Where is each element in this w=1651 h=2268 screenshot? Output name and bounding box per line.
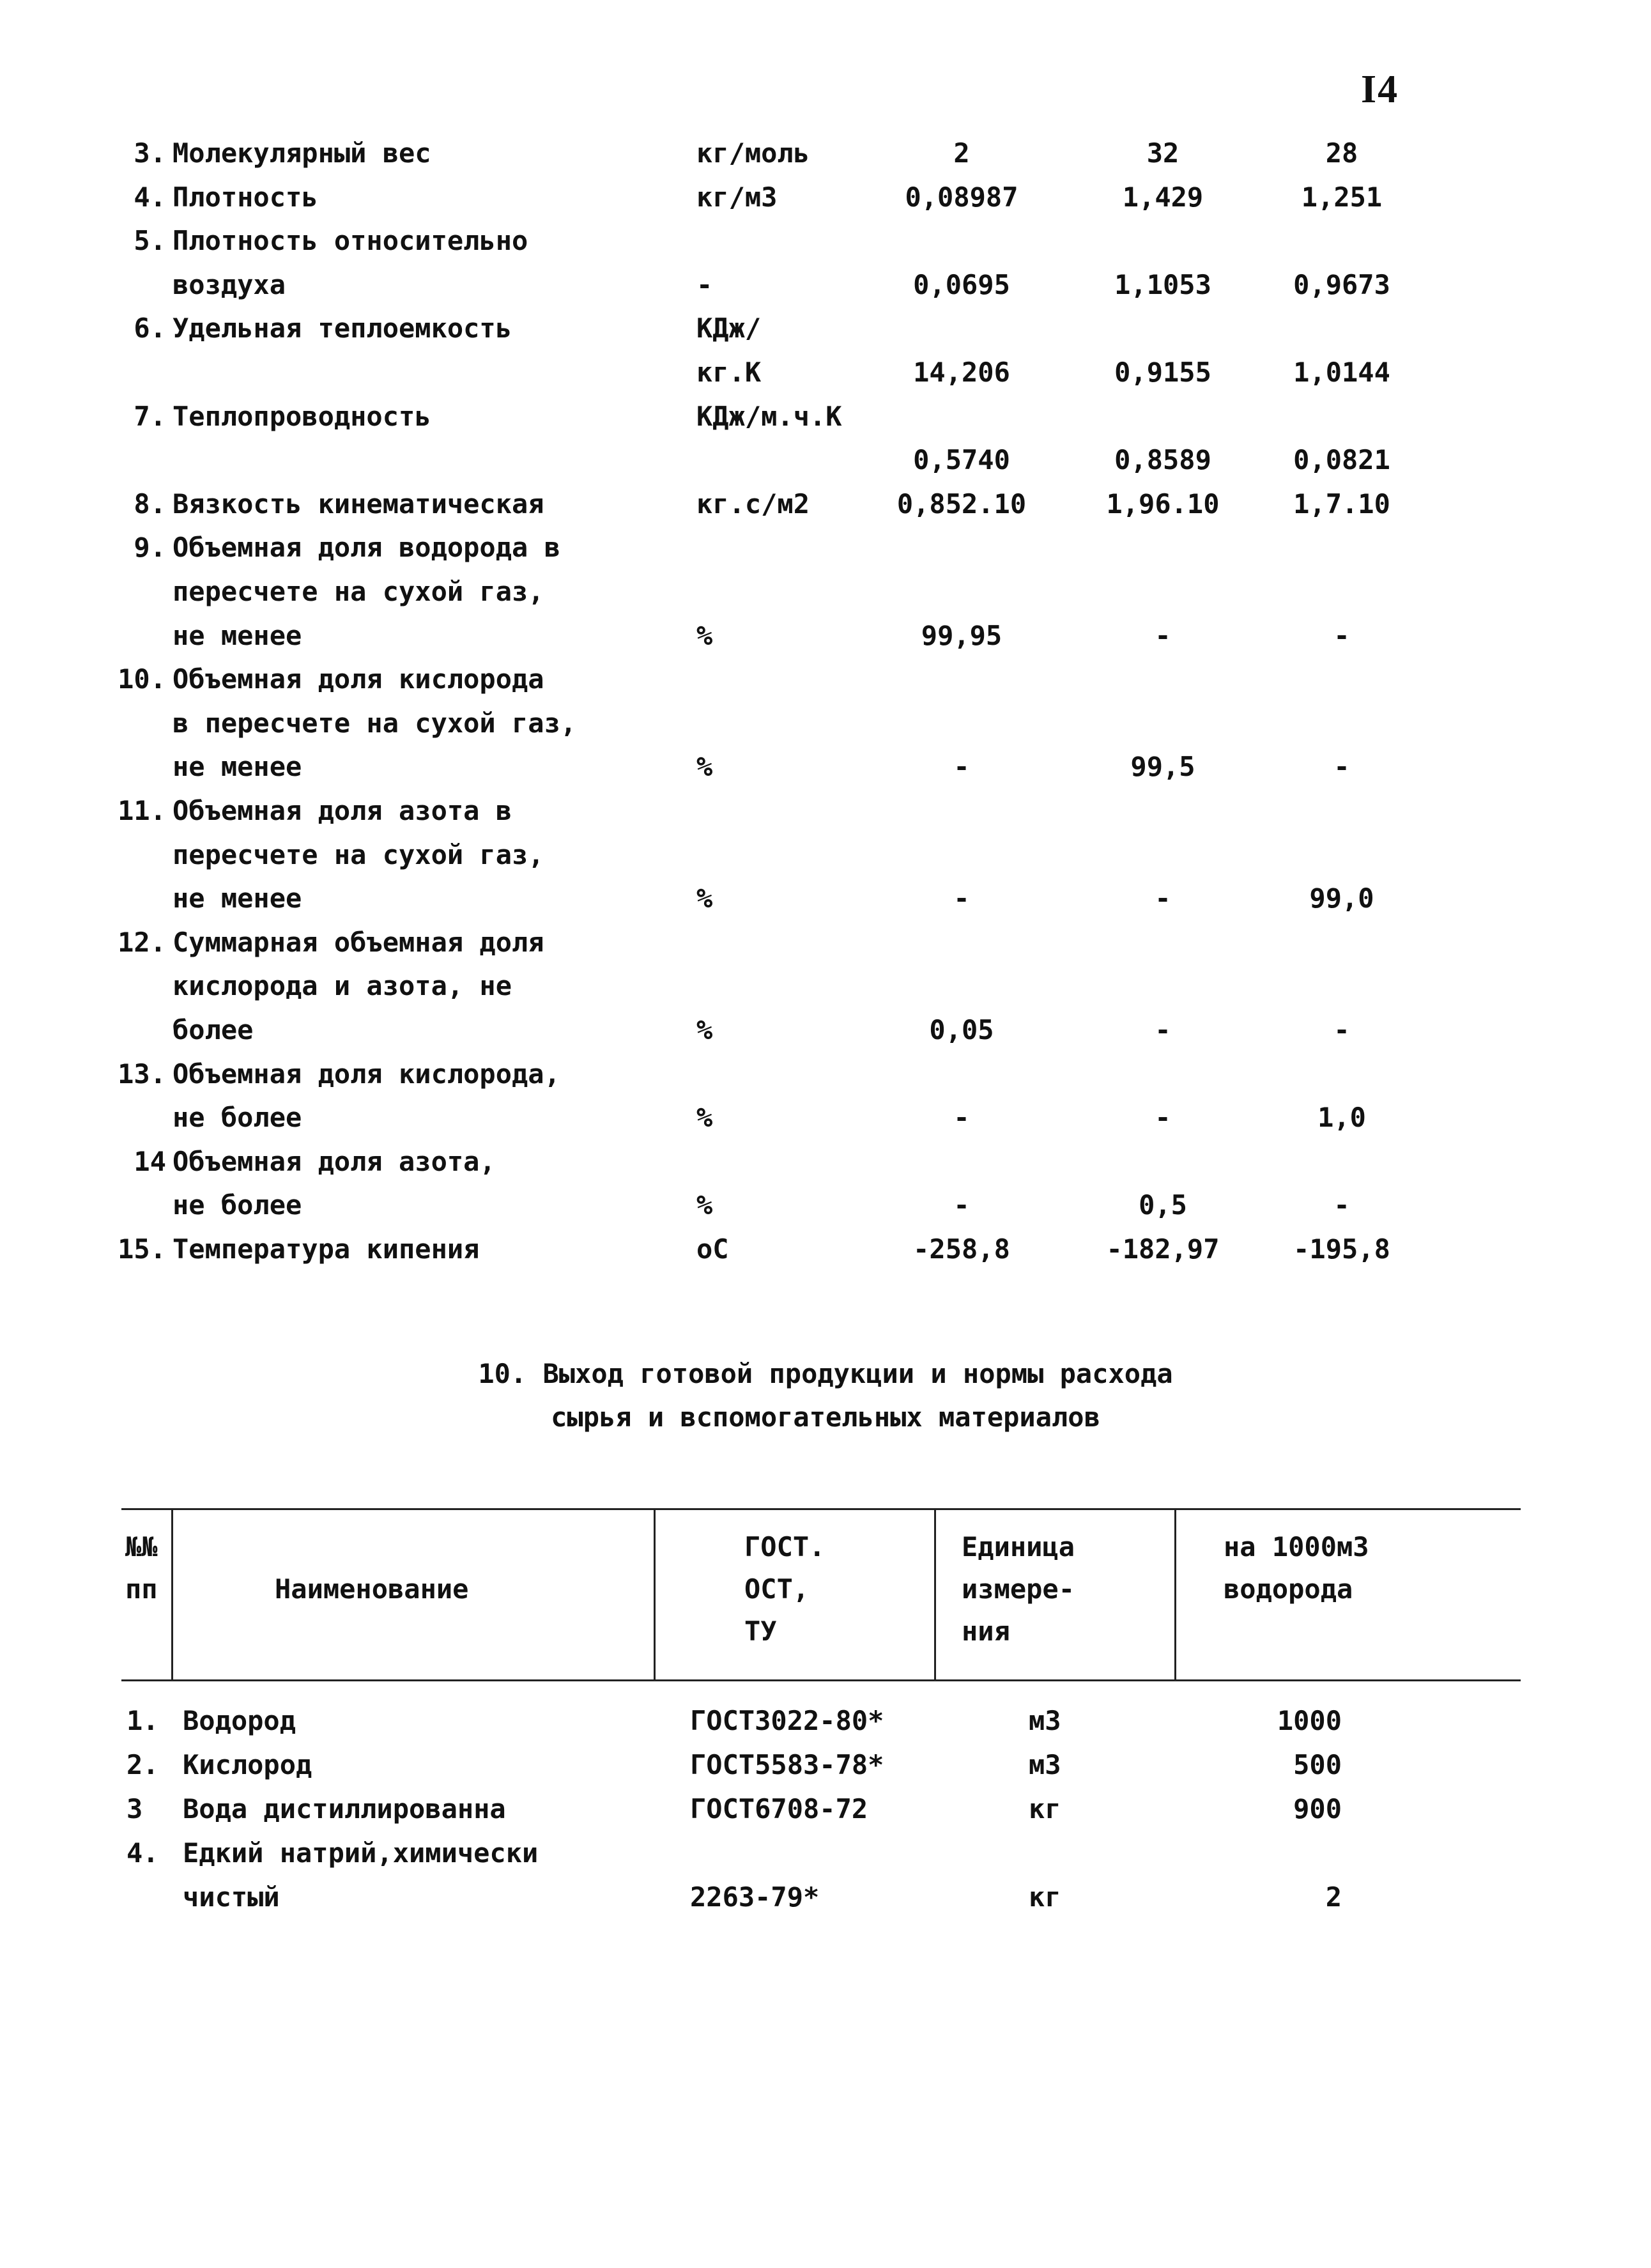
property-value-oxygen: 0,8589 — [1114, 444, 1211, 476]
property-name: более — [173, 1014, 254, 1045]
property-value-hydrogen: 14,206 — [913, 357, 1010, 388]
property-value-hydrogen: - — [953, 1189, 970, 1221]
row-name: Кислород — [183, 1749, 312, 1780]
property-value-oxygen: 1,96.10 — [1106, 488, 1220, 520]
property-row — [0, 181, 1651, 225]
property-value-hydrogen: 0,05 — [929, 1014, 994, 1045]
header-unit-line1: Единица — [962, 1531, 1075, 1562]
row-value: 900 — [1293, 1793, 1342, 1824]
property-value-hydrogen: 2 — [953, 137, 970, 169]
row-name: Водород — [183, 1705, 296, 1736]
property-value-hydrogen: -258,8 — [913, 1233, 1010, 1265]
property-name: в пересчете на сухой газ, — [173, 707, 577, 739]
row-gost: ГОСТ6708-72 — [690, 1793, 868, 1824]
property-value-hydrogen: - — [953, 1102, 970, 1134]
property-name: Плотность относительно — [173, 225, 528, 257]
property-value-nitrogen: - — [1333, 619, 1350, 651]
property-row — [0, 225, 1651, 268]
property-value-oxygen: 1,1053 — [1114, 268, 1211, 300]
property-name: Вязкость кинематическая — [173, 488, 544, 520]
property-unit: оС — [696, 1233, 729, 1265]
property-number: 10. — [118, 663, 166, 695]
property-value-oxygen: 32 — [1146, 137, 1179, 169]
property-row — [0, 1233, 1651, 1277]
property-number: 7. — [134, 400, 166, 432]
row-unit: м3 — [1029, 1749, 1061, 1780]
property-value-nitrogen: 28 — [1325, 137, 1358, 169]
property-value-oxygen: 0,5 — [1139, 1189, 1187, 1221]
row-value: 1000 — [1277, 1705, 1342, 1736]
property-value-oxygen: - — [1155, 1014, 1171, 1045]
property-row — [0, 751, 1651, 794]
property-row — [0, 488, 1651, 532]
property-unit: % — [696, 883, 713, 914]
property-value-hydrogen: 0,5740 — [913, 444, 1010, 476]
table-row — [0, 1705, 1651, 1748]
table-row — [0, 1881, 1651, 1925]
property-value-oxygen: - — [1155, 619, 1171, 651]
section-title-line1: 10. Выход готовой продукции и нормы расхода — [478, 1358, 1173, 1389]
property-row — [0, 707, 1651, 751]
property-unit: кг/м3 — [696, 181, 778, 213]
header-num-line1: №№ — [125, 1531, 158, 1562]
header-norm-line2: водорода — [1224, 1573, 1353, 1605]
property-row — [0, 883, 1651, 926]
property-unit: кг.с/м2 — [696, 488, 810, 520]
property-unit: КДж/ — [696, 312, 762, 344]
property-value-nitrogen: - — [1333, 751, 1350, 783]
property-value-oxygen: -182,97 — [1106, 1233, 1220, 1265]
row-value: 2 — [1325, 1881, 1342, 1913]
row-number: 3 — [127, 1793, 143, 1824]
section-title-line2: сырья и вспомогательных материалов — [551, 1401, 1100, 1433]
property-number: 12. — [118, 926, 166, 958]
property-row — [0, 1189, 1651, 1233]
row-gost: 2263-79* — [690, 1881, 820, 1913]
row-number: 2. — [127, 1749, 159, 1780]
property-number: 11. — [118, 795, 166, 826]
table-top-rule — [121, 1508, 1521, 1510]
header-unit-line3: ния — [962, 1616, 1010, 1647]
property-value-nitrogen: -195,8 — [1293, 1233, 1390, 1265]
row-value: 500 — [1293, 1749, 1342, 1780]
property-number: 9. — [134, 532, 166, 564]
property-row — [0, 970, 1651, 1014]
property-number: 14 — [134, 1145, 166, 1177]
row-name: Едкий натрий,химически — [183, 1837, 539, 1869]
property-row — [0, 357, 1651, 400]
property-row — [0, 1102, 1651, 1145]
property-value-hydrogen: 0,852.10 — [896, 488, 1027, 520]
property-name: Объемная доля кислорода, — [173, 1058, 560, 1090]
property-value-nitrogen: 0,0821 — [1293, 444, 1390, 476]
property-unit: кг/моль — [696, 137, 810, 169]
property-unit: % — [696, 619, 713, 651]
header-gost-line1: ГОСТ. — [744, 1531, 826, 1562]
property-number: 8. — [134, 488, 166, 520]
property-value-nitrogen: - — [1333, 1014, 1350, 1045]
property-name: Температура кипения — [173, 1233, 480, 1265]
property-row — [0, 312, 1651, 356]
property-unit: КДж/м.ч.К — [696, 400, 842, 432]
property-unit: % — [696, 751, 713, 783]
property-value-hydrogen: 0,08987 — [905, 181, 1018, 213]
property-row — [0, 927, 1651, 970]
table-col-divider — [654, 1509, 656, 1679]
property-number: 13. — [118, 1058, 166, 1090]
property-name: Плотность — [173, 181, 318, 213]
property-number: 15. — [118, 1233, 166, 1265]
header-name: Наименование — [275, 1573, 469, 1605]
table-col-divider — [171, 1509, 173, 1679]
row-number: 4. — [127, 1837, 159, 1869]
header-norm-line1: на 1000м3 — [1224, 1531, 1369, 1562]
property-number: 3. — [134, 137, 166, 169]
property-name: Теплопроводность — [173, 400, 431, 432]
header-gost-line2: ОСТ, — [744, 1573, 810, 1605]
row-number: 1. — [127, 1705, 159, 1736]
row-name: Вода дистиллированна — [183, 1793, 506, 1824]
property-number: 5. — [134, 225, 166, 257]
row-name: чистый — [183, 1881, 280, 1913]
property-row — [0, 269, 1651, 312]
property-number: 4. — [134, 181, 166, 213]
property-name: воздуха — [173, 268, 286, 300]
property-row — [0, 795, 1651, 838]
property-value-nitrogen: 1,0 — [1317, 1102, 1366, 1134]
property-unit: % — [696, 1102, 713, 1134]
property-row — [0, 576, 1651, 619]
property-value-nitrogen: 1,251 — [1301, 181, 1383, 213]
property-number: 6. — [134, 312, 166, 344]
property-name: Объемная доля водорода в — [173, 532, 560, 564]
property-value-nitrogen: 1,7.10 — [1293, 488, 1390, 520]
header-gost-line3: ТУ — [744, 1616, 777, 1647]
table-col-divider — [934, 1509, 936, 1679]
header-num-line2: пп — [125, 1573, 158, 1605]
row-unit: кг — [1029, 1793, 1061, 1824]
property-unit: - — [696, 268, 713, 300]
property-value-nitrogen: - — [1333, 1189, 1350, 1221]
table-row — [0, 1793, 1651, 1837]
property-row — [0, 839, 1651, 883]
property-unit: кг.К — [696, 357, 762, 388]
property-name: Объемная доля азота, — [173, 1145, 496, 1177]
property-name: Молекулярный вес — [173, 137, 431, 169]
property-row — [0, 1058, 1651, 1102]
row-unit: кг — [1029, 1881, 1061, 1913]
property-name: пересчете на сухой газ, — [173, 838, 544, 870]
table-row — [0, 1749, 1651, 1793]
property-value-hydrogen: 0,0695 — [913, 268, 1010, 300]
property-value-oxygen: - — [1155, 883, 1171, 914]
property-name: не менее — [173, 883, 302, 914]
property-row — [0, 401, 1651, 444]
property-row — [0, 663, 1651, 707]
property-row — [0, 444, 1651, 488]
property-unit: % — [696, 1014, 713, 1045]
table-row — [0, 1837, 1651, 1881]
property-value-oxygen: 0,9155 — [1114, 357, 1211, 388]
property-name: пересчете на сухой газ, — [173, 576, 544, 607]
property-name: не более — [173, 1102, 302, 1134]
property-name: Суммарная объемная доля — [173, 926, 544, 958]
table-col-divider — [1174, 1509, 1176, 1679]
property-row — [0, 532, 1651, 575]
property-unit: % — [696, 1189, 713, 1221]
property-name: Удельная теплоемкость — [173, 312, 512, 344]
row-gost: ГОСТ5583-78* — [690, 1749, 884, 1780]
header-unit-line2: измере- — [962, 1573, 1075, 1605]
row-gost: ГОСТ3022-80* — [690, 1705, 884, 1736]
property-value-nitrogen: 1,0144 — [1293, 357, 1390, 388]
property-name: кислорода и азота, не — [173, 970, 512, 1002]
property-value-oxygen: - — [1155, 1102, 1171, 1134]
property-name: Объемная доля кислорода — [173, 663, 544, 695]
property-value-hydrogen: - — [953, 883, 970, 914]
property-value-hydrogen: 99,95 — [921, 619, 1002, 651]
property-value-nitrogen: 99,0 — [1309, 883, 1374, 914]
property-row — [0, 137, 1651, 181]
property-name: не более — [173, 1189, 302, 1221]
property-value-hydrogen: - — [953, 751, 970, 783]
property-row — [0, 620, 1651, 663]
property-name: не менее — [173, 751, 302, 783]
page-number: I4 — [1361, 68, 1399, 111]
property-value-oxygen: 99,5 — [1130, 751, 1195, 783]
property-name: не менее — [173, 619, 302, 651]
property-name: Объемная доля азота в — [173, 795, 512, 826]
property-value-oxygen: 1,429 — [1122, 181, 1204, 213]
table-header-rule — [121, 1679, 1521, 1681]
property-row — [0, 1146, 1651, 1189]
row-unit: м3 — [1029, 1705, 1061, 1736]
property-value-nitrogen: 0,9673 — [1293, 268, 1390, 300]
property-row — [0, 1014, 1651, 1058]
